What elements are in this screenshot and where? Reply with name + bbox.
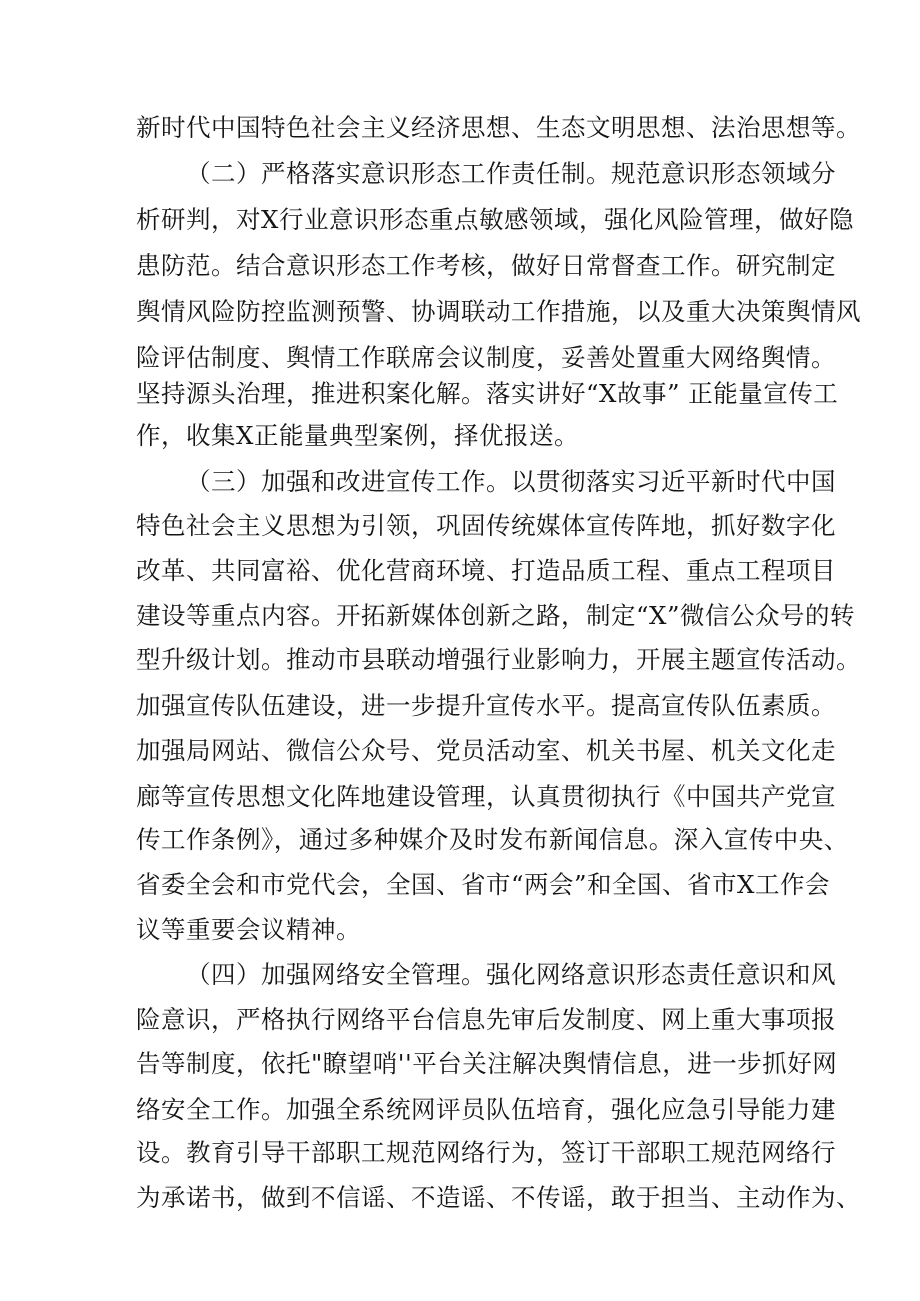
text-line: 传工作条例》，通过多种媒介及时发布新闻信息。深入宣传中央、 (136, 825, 849, 854)
paragraph-heading-line: （二）严格落实意识形态工作责任制。规范意识形态领域分 (186, 159, 836, 188)
text-line: 特色社会主义思想为引领，巩固传统媒体宣传阵地，抓好数字化 (136, 511, 836, 540)
text-line: 型升级计划。推动市县联动增强行业影响力，开展主题宣传活动。 (136, 645, 861, 674)
text-line: 患防范。结合意识形态工作考核，做好日常督查工作。研究制定 (136, 251, 836, 280)
text-line: 析研判，对X行业意识形态重点敏感领域，强化风险管理，做好隐 (136, 205, 854, 234)
text-line: 为承诺书，做到不信谣、不造谣、不传谣，敢于担当、主动作为、 (136, 1183, 861, 1212)
text-line: 络安全工作。加强全系统网评员队伍培育，强化应急引导能力建 (136, 1095, 836, 1124)
text-line: 省委全会和市党代会，全国、省市“两会”和全国、省市X工作会 (136, 870, 830, 899)
text-line: 廊等宣传思想文化阵地建设管理，认真贯彻执行《中国共产党宣 (136, 782, 836, 811)
text-line: 加强宣传队伍建设，进一步提升宣传水平。提高宣传队伍素质。 (136, 691, 836, 720)
text-line: 舆情风险防控监测预警、协调联动工作措施，以及重大决策舆情风 (136, 297, 861, 326)
paragraph-heading-line: （三）加强和改进宣传工作。以贯彻落实习近平新时代中国 (186, 467, 836, 496)
text-line: 改革、共同富裕、优化营商环境、打造品质工程、重点工程项目 (136, 556, 836, 585)
text-line: 议等重要会议精神。 (136, 915, 361, 944)
text-line: 加强局网站、微信公众号、党员活动室、机关书屋、机关文化走 (136, 736, 836, 765)
text-line: 告等制度，依托"瞭望哨''平台关注解决舆情信息，进一步抓好网 (136, 1049, 838, 1078)
paragraph-heading-line: （四）加强网络安全管理。强化网络意识形态责任意识和风 (186, 960, 836, 989)
text-line: 险意识，严格执行网络平台信息先审后发制度、网上重大事项报 (136, 1005, 836, 1034)
text-line: 新时代中国特色社会主义经济思想、生态文明思想、法治思想等。 (136, 113, 861, 142)
text-line: 险评估制度、舆情工作联席会议制度，妥善处置重大网络舆情。 (136, 343, 836, 372)
text-line: 建设等重点内容。开拓新媒体创新之路，制定“X”微信公众号的转 (136, 601, 855, 630)
text-line: 作，收集X正能量典型案例，择优报送。 (136, 421, 579, 450)
text-line: 坚持源头治理，推进积案化解。落实讲好“X故事” 正能量宣传工 (136, 379, 839, 408)
text-line: 设。教育引导干部职工规范网络行为，签订干部职工规范网络行 (136, 1138, 836, 1167)
